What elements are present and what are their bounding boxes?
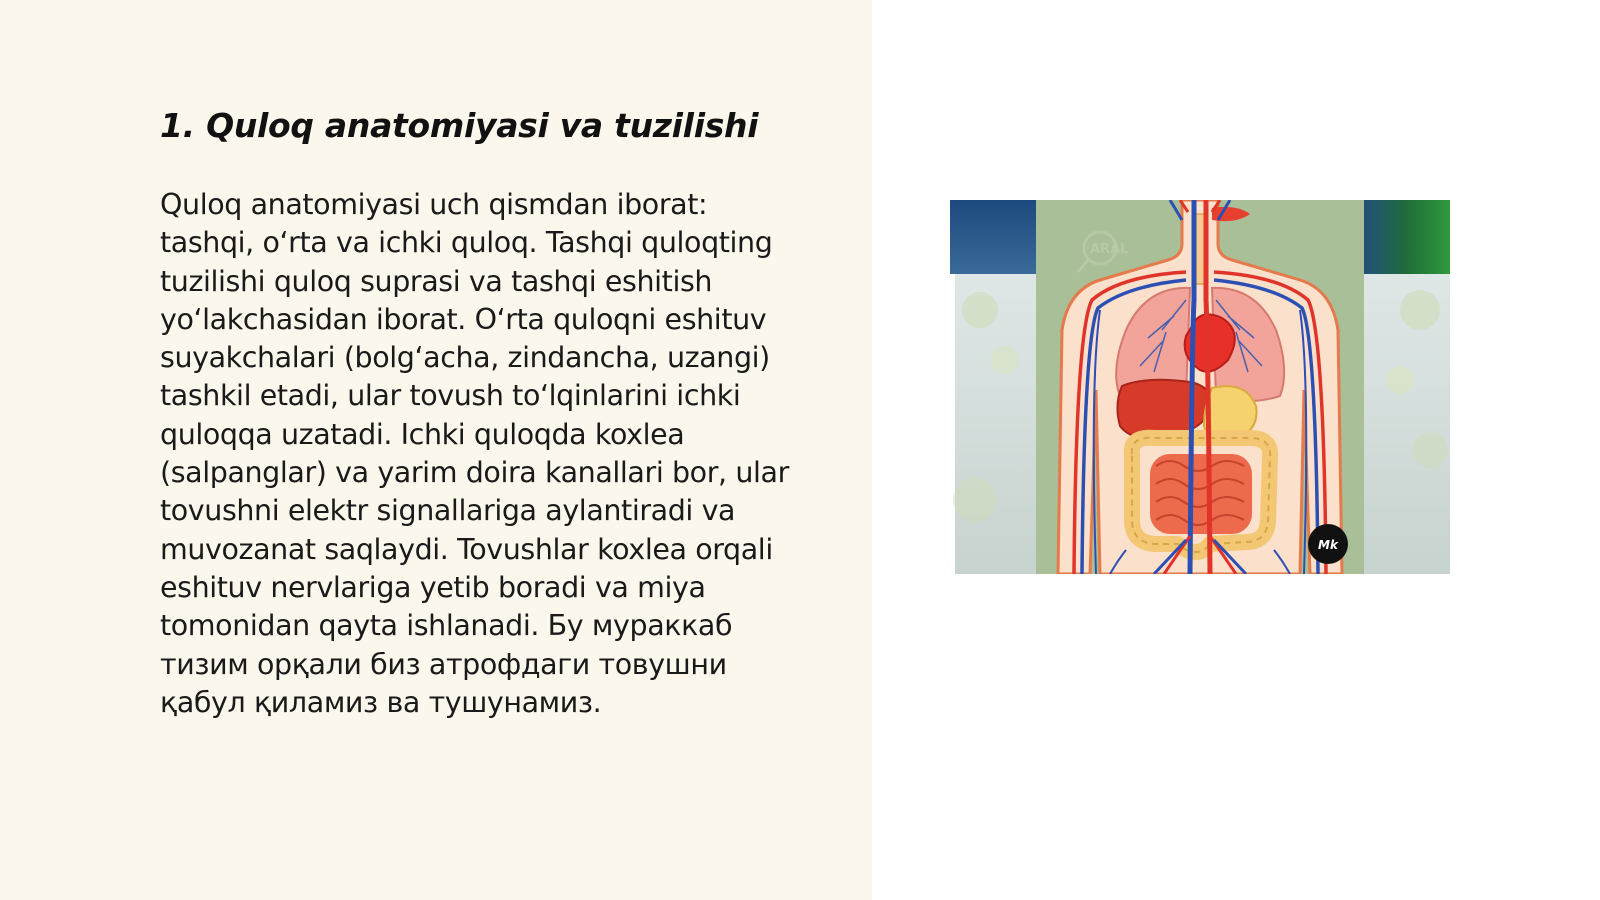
body-line: tomonidan qayta ishlanadi. Бу мураккаб — [160, 609, 733, 643]
body-line: (salpanglar) va yarim doira kanallari bor, ular — [160, 456, 789, 490]
body-line: тизим орқали биз атрофдаги товушни — [160, 647, 727, 681]
slide-title: 1. Quloq anatomiyasi va tuzilishi — [160, 106, 759, 145]
body-line: muvozanat saqlaydi. Tovushlar koxlea orqali — [160, 532, 773, 566]
body-line: tashqi, o‘rta va ichki quloq. Tashqi quloqting — [160, 226, 773, 260]
body-line: tashkil etadi, ular tovush to‘lqinlarini ichki — [160, 379, 741, 413]
body-line: tuzilishi quloq suprasi va tashqi eshitish — [160, 264, 713, 298]
svg-text:Mk: Mk — [1318, 538, 1338, 552]
watermark-text: ARAL — [1090, 242, 1129, 257]
anatomy-image — [950, 200, 1450, 574]
body-line: suyakchalari (bolg‘acha, zindancha, uzangi) — [160, 341, 770, 375]
body-line: қабул қиламиз ва тушунамиз. — [160, 685, 602, 719]
body-line: yo‘lakchasidan iborat. O‘rta quloqni eshituv — [160, 302, 767, 336]
body-line: tovushni elektr signallariga aylantiradi va — [160, 494, 736, 528]
body-line: quloqqa uzatadi. Ichki quloqda koxlea — [160, 417, 685, 451]
body-line: Quloq anatomiyasi uch qismdan iborat: — [160, 188, 708, 221]
body-line: eshituv nervlariga yetib boradi va miya — [160, 570, 706, 604]
slide-body-text — [160, 186, 840, 722]
